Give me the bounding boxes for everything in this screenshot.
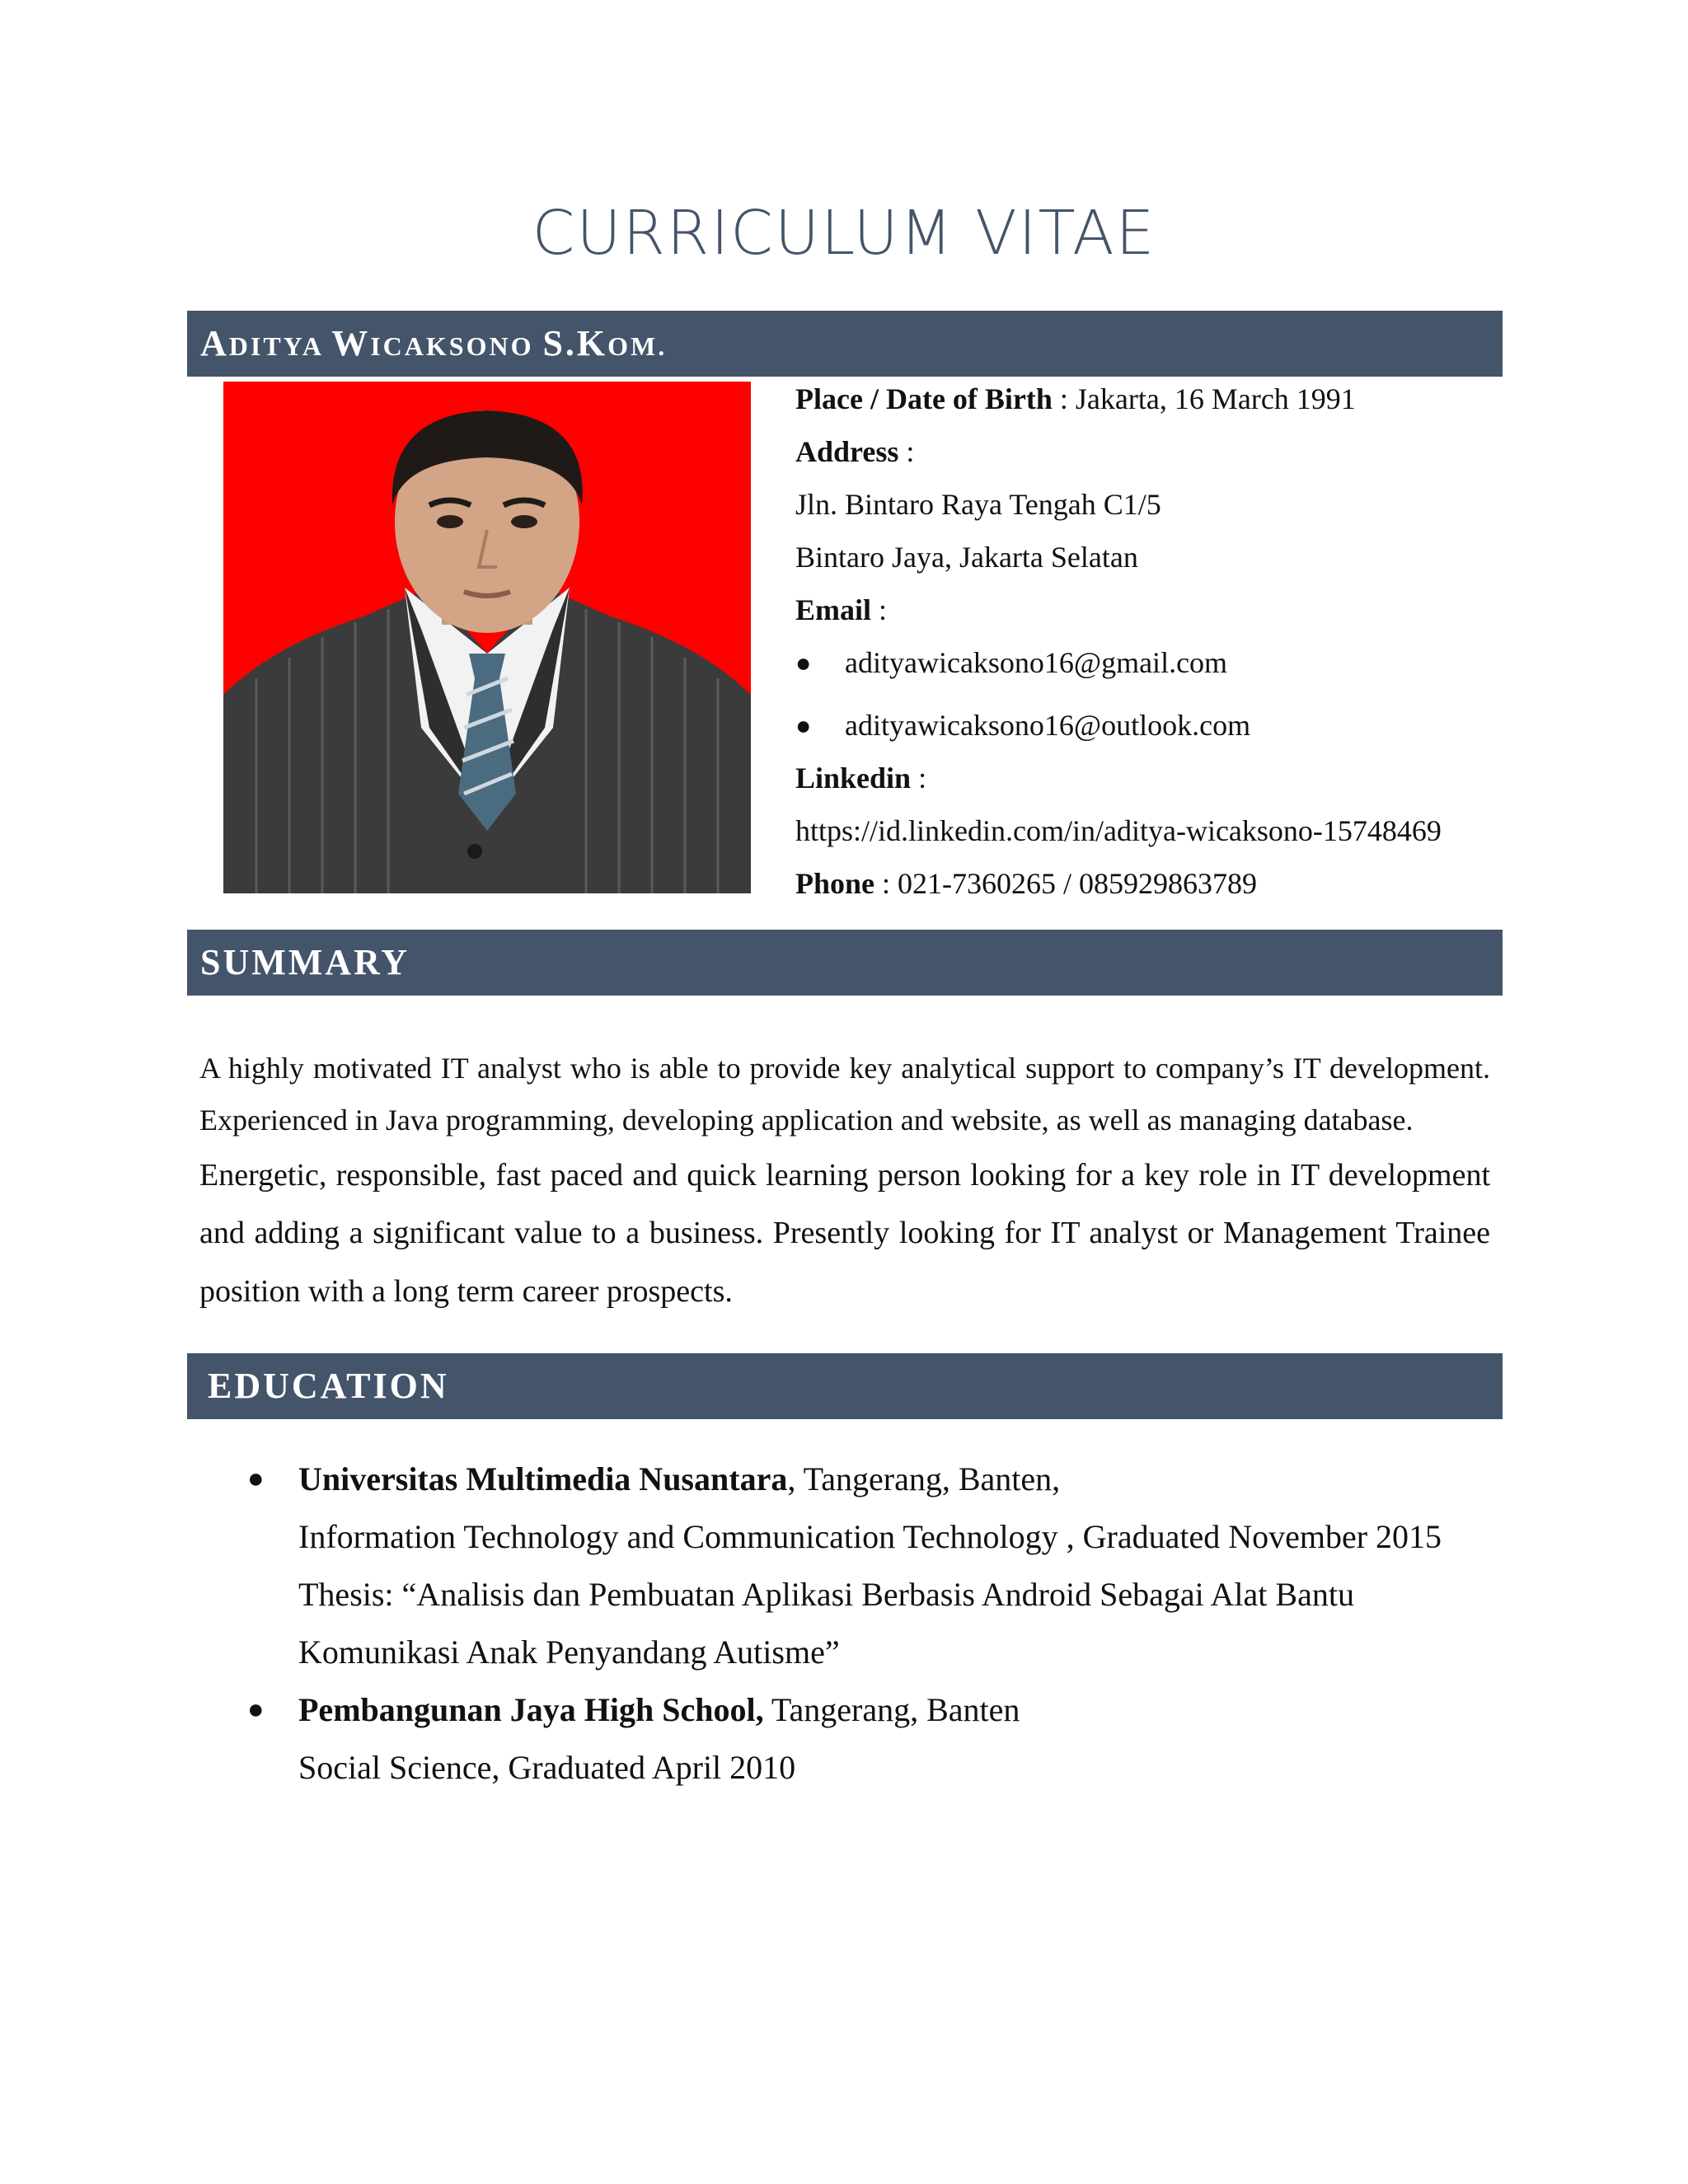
bullet-icon: ● [795, 648, 812, 677]
summary-paragraph: A highly motivated IT analyst who is able to provide key analytical support to company’s IT development. Experienced in Java programming, developing application and website, as well as managing database. [199, 1052, 1490, 1137]
linkedin-label: Linkedin [795, 762, 912, 794]
address-colon: : [898, 435, 915, 468]
education-thesis: Thesis: “Analisis dan Pembuatan Aplikasi Berbasis Android Sebagai Alat Bantu [298, 1576, 1354, 1613]
contact-info [795, 373, 1504, 910]
page-title: CURRICULUM VITAE [532, 198, 1156, 269]
address-label: Address [795, 435, 899, 468]
school-name: Pembangunan Jaya High School, [298, 1691, 764, 1728]
email-label: Email [795, 593, 872, 626]
education-heading: EDUCATION [187, 1353, 1503, 1419]
email-item [795, 636, 1504, 689]
education-degree: Social Science, Graduated April 2010 [298, 1749, 796, 1786]
school-name: Universitas Multimedia Nusantara [298, 1460, 788, 1497]
email-address[interactable]: adityawicaksono16@outlook.com [845, 709, 1251, 742]
bullet-icon: ● [247, 1464, 265, 1494]
name-part: OM. [607, 331, 668, 361]
name-part: A [200, 323, 229, 363]
name-header-band [187, 311, 1503, 377]
summary-heading: SUMMARY [187, 930, 1503, 996]
birth-label: Place / Date of Birth [795, 382, 1053, 415]
name-part: ICAKSONO [370, 331, 543, 361]
linkedin-url[interactable]: https://id.linkedin.com/in/aditya-wicaksono-15748469 [795, 814, 1442, 847]
education-list [247, 1451, 1484, 1797]
name-part: W [331, 323, 371, 363]
linkedin-colon: : [911, 762, 927, 794]
birth-value: : Jakarta, 16 March 1991 [1052, 382, 1356, 415]
school-location: Tangerang, Banten [763, 1691, 1020, 1728]
birth-row [795, 373, 1504, 425]
bullet-icon: ● [247, 1694, 265, 1725]
education-school-line [298, 1451, 1484, 1508]
address-line-1: Jln. Bintaro Raya Tengah C1/5 [795, 488, 1161, 521]
school-location: , Tangerang, Banten, [787, 1460, 1061, 1497]
phone-label: Phone [795, 867, 875, 900]
education-thesis-cont: Komunikasi Anak Penyandang Autisme” [298, 1633, 840, 1671]
address-row [795, 425, 1504, 478]
email-address[interactable]: adityawicaksono16@gmail.com [845, 646, 1228, 679]
profile-photo [223, 382, 751, 893]
name-part: DITYA [228, 331, 332, 361]
education-item [247, 1681, 1484, 1797]
education-school-line [298, 1681, 1484, 1739]
linkedin-row [795, 752, 1504, 804]
education-degree: Information Technology and Communication Technology , Graduated November 2015 [298, 1518, 1442, 1555]
email-colon: : [871, 593, 888, 626]
education-item [247, 1451, 1484, 1681]
bullet-icon: ● [795, 710, 812, 740]
summary-paragraph: Energetic, responsible, fast paced and quick learning person looking for a key role in IT development and adding a significant value to a business. Presently looking for IT analyst or Management Trainee position with a long term career prospects. [199, 1158, 1490, 1309]
phone-row [795, 857, 1504, 910]
phone-value: : 021-7360265 / 085929863789 [874, 867, 1258, 900]
email-item [795, 699, 1504, 752]
address-line-2: Bintaro Jaya, Jakarta Selatan [795, 541, 1138, 574]
summary-text [199, 1043, 1490, 1320]
email-row [795, 583, 1504, 636]
name-part: S.K [542, 323, 608, 363]
portrait-illustration [223, 382, 751, 893]
